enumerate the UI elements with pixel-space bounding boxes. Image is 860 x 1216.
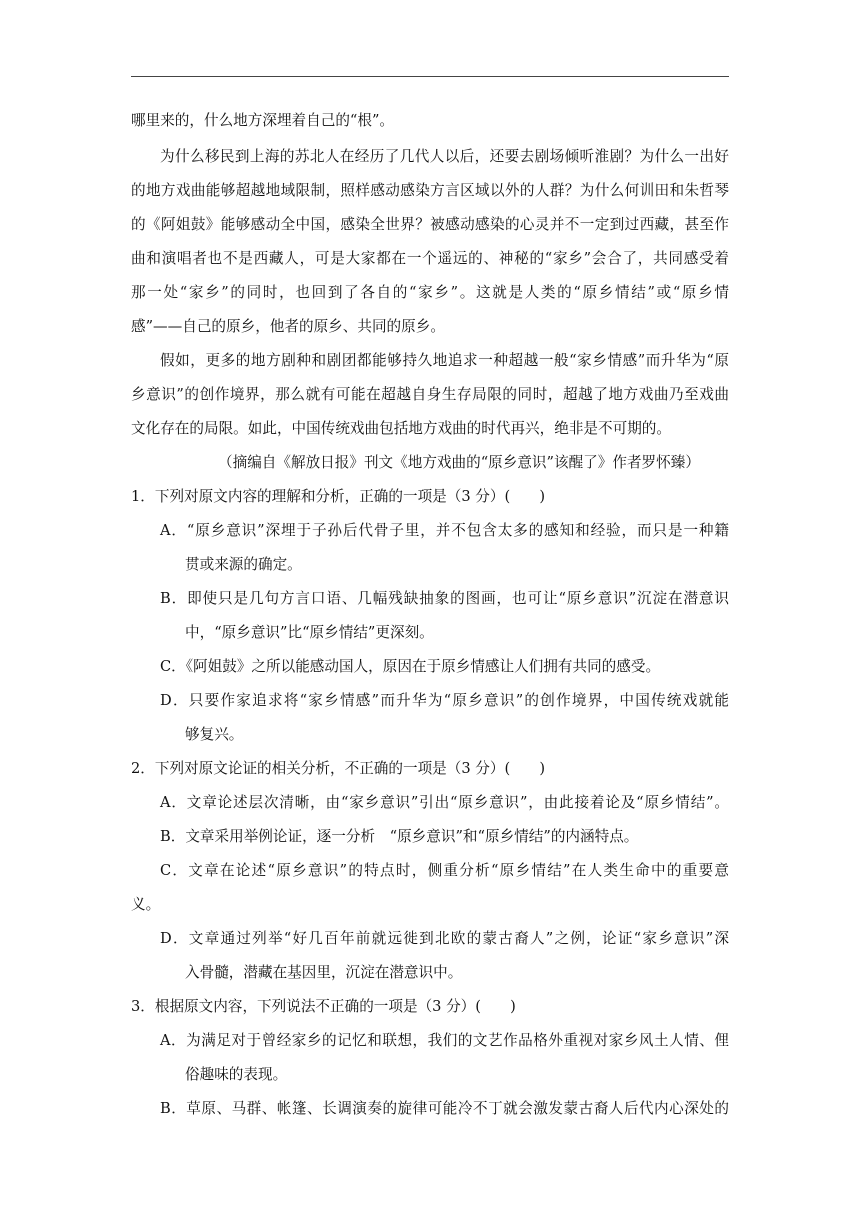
option-line: A．为满足对于曾经家乡的记忆和联想，我们的文艺作品格外重视对家乡风土人情、俚 bbox=[160, 1032, 729, 1049]
question-stem: 2．下列对原文论证的相关分析，不正确的一项是（3 分）( ) bbox=[131, 760, 546, 777]
option-line: 中，“原乡意识”比“原乡情结”更深刻。 bbox=[185, 624, 434, 641]
option-line: 够复兴。 bbox=[185, 726, 244, 743]
option-line: B．草原、马群、帐篷、长调演奏的旋律可能冷不丁就会激发蒙古裔人后代内心深处的 bbox=[160, 1100, 729, 1117]
passage-line: 为什么移民到上海的苏北人在经历了几代人以后，还要去剧场倾听淮剧？为什么一出好 bbox=[160, 148, 729, 165]
passage-line: 曲和演唱者也不是西藏人，可是大家都在一个遥远的、神秘的“家乡”会合了，共同感受着 bbox=[131, 250, 729, 267]
passage-line: 感”——自己的原乡，他者的原乡、共同的原乡。 bbox=[131, 318, 445, 335]
option-line: 俗趣味的表现。 bbox=[185, 1066, 288, 1083]
option-line: D．只要作家追求将“家乡情感”而升华为“原乡意识”的创作境界，中国传统戏就能 bbox=[160, 692, 729, 709]
passage-line: 那一处“家乡”的同时，也回到了各自的“家乡”。这就是人类的“原乡情结”或“原乡情 bbox=[131, 284, 729, 301]
question-stem: 1．下列对原文内容的理解和分析，正确的一项是（3 分）( ) bbox=[131, 488, 546, 505]
passage-source: （摘编自《解放日报》刊文《地方戏曲的“原乡意识”该醒了》作者罗怀臻） bbox=[218, 454, 700, 471]
passage-line: 乡意识”的创作境界，那么就有可能在超越自身生存局限的同时，超越了地方戏曲乃至戏曲 bbox=[131, 386, 729, 403]
option-line: A．文章论述层次清晰，由“家乡意识”引出“原乡意识”，由此接着论及“原乡情结”。 bbox=[160, 794, 729, 811]
question-stem: 3．根据原文内容，下列说法不正确的一项是（3 分）( ) bbox=[131, 998, 516, 1015]
option-line: D．文章通过列举“好几百年前就远徙到北欧的蒙古裔人”之例，论证“家乡意识”深 bbox=[160, 930, 729, 947]
option-line: A．“原乡意识”深埋于子孙后代骨子里，并不包含太多的感知和经验，而只是一种籍 bbox=[160, 522, 729, 539]
option-line: 义。 bbox=[131, 896, 161, 913]
passage-line: 文化存在的局限。如此，中国传统戏曲包括地方戏曲的时代再兴，绝非是不可期的。 bbox=[131, 420, 671, 437]
option-line: B．即使只是几句方言口语、几幅残缺抽象的图画，也可让“原乡意识”沉淀在潜意识 bbox=[160, 590, 729, 607]
passage-line: 的《阿姐鼓》能够感动全中国，感染全世界？被感动感染的心灵并不一定到过西藏，甚至作 bbox=[131, 216, 729, 233]
option-line: C．文章在论述“原乡意识”的特点时，侧重分析“原乡情结”在人类生命中的重要意 bbox=[160, 862, 729, 879]
passage-line: 的地方戏曲能够超越地域限制，照样感动感染方言区域以外的人群？为什么何训田和朱哲琴 bbox=[131, 182, 729, 199]
passage-line: 假如，更多的地方剧种和剧团都能够持久地追求一种超越一般“家乡情感”而升华为“原 bbox=[160, 352, 729, 369]
option-line: 入骨髓，潜藏在基因里，沉淀在潜意识中。 bbox=[185, 964, 463, 981]
option-line: C．《阿姐鼓》之所以能感动国人，原因在于原乡情感让人们拥有共同的感受。 bbox=[160, 658, 661, 675]
passage-line: 哪里来的，什么地方深埋着自己的“根”。 bbox=[131, 112, 395, 129]
option-line: 贯或来源的确定。 bbox=[185, 556, 302, 573]
header-rule bbox=[131, 76, 729, 77]
option-line: B．文章采用举例论证，逐一分析 “原乡意识”和“原乡情结”的内涵特点。 bbox=[160, 828, 639, 845]
